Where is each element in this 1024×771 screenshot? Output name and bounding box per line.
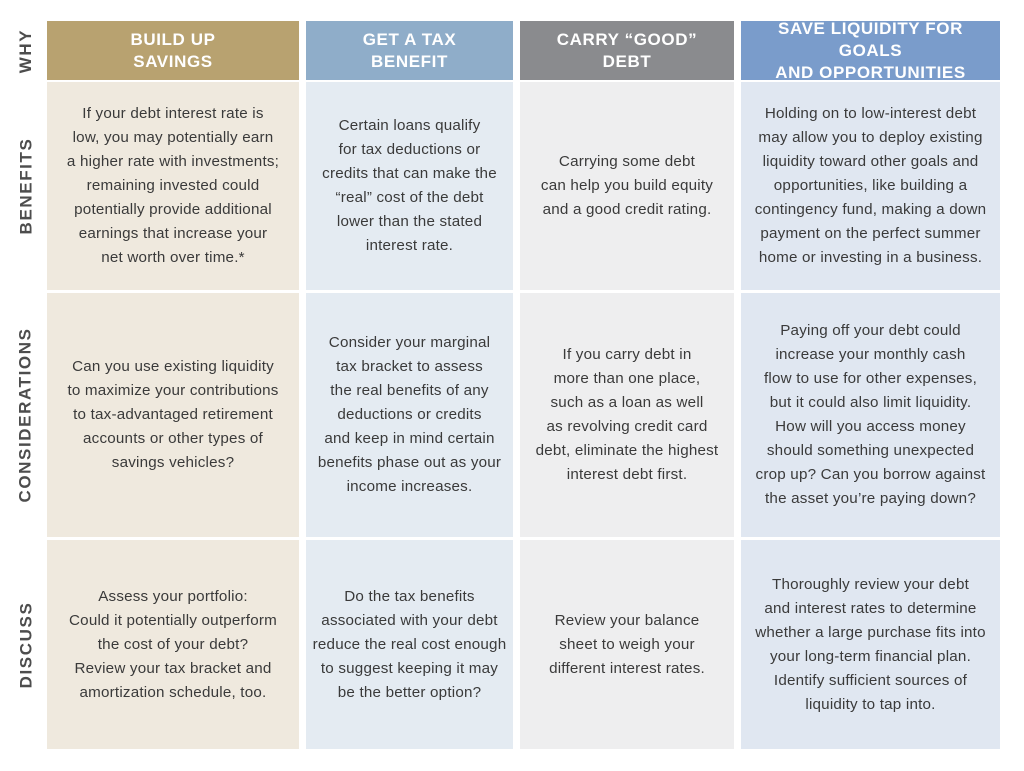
header-carry-good-debt: CARRY “GOOD” DEBT [520,21,734,80]
cell-tax-benefits: Certain loans qualify for tax deductions or credits that can make the “real” cost of the debt lower than the stated interest rate. [306,82,513,290]
cell-savings-discuss: Assess your portfolio: Could it potentially outperform the cost of your debt? Review your tax bracket and amortization schedule, too. [47,540,299,749]
header-save-liquidity: SAVE LIQUIDITY FOR GOALS AND OPPORTUNITIES [741,21,1000,80]
cell-good-debt-discuss: Review your balance sheet to weigh your different interest rates. [520,540,734,749]
cell-savings-considerations: Can you use existing liquidity to maximize your contributions to tax-advantaged retirement accounts or other types of savings vehicles? [47,293,299,537]
cell-tax-considerations: Consider your marginal tax bracket to assess the real benefits of any deductions or credits and keep in mind certain benefits phase out as your income increases. [306,293,513,537]
cell-savings-benefits: If your debt interest rate is low, you may potentially earn a higher rate with investments; remaining invested could potentially provide additional earnings that increase your net worth over time.* [47,82,299,290]
cell-tax-discuss: Do the tax benefits associated with your debt reduce the real cost enough to suggest keeping it may be the better option? [306,540,513,749]
header-build-up-savings: BUILD UP SAVINGS [47,21,299,80]
row-label-considerations: CONSIDERATIONS [16,327,35,503]
row-label-why: WHY [16,28,35,73]
cell-liquidity-considerations: Paying off your debt could increase your monthly cash flow to use for other expenses, but it could also limit liquidity. How will you access money should something unexpected crop up? Can you borrow against the asset you’re paying down? [741,293,1000,537]
row-label-discuss: DISCUSS [16,601,35,688]
cell-liquidity-benefits: Holding on to low-interest debt may allow you to deploy existing liquidity toward other goals and opportunities, like building a contingency fund, making a down payment on the perfect summer home or investing in a business. [741,82,1000,290]
row-label-benefits: BENEFITS [16,137,35,235]
cell-liquidity-discuss: Thoroughly review your debt and interest rates to determine whether a large purchase fits into your long-term financial plan. Identify sufficient sources of liquidity to tap into. [741,540,1000,749]
cell-good-debt-considerations: If you carry debt in more than one place, such as a loan as well as revolving credit card debt, eliminate the highest interest debt first. [520,293,734,537]
header-get-a-tax-benefit: GET A TAX BENEFIT [306,21,513,80]
cell-good-debt-benefits: Carrying some debt can help you build equity and a good credit rating. [520,82,734,290]
